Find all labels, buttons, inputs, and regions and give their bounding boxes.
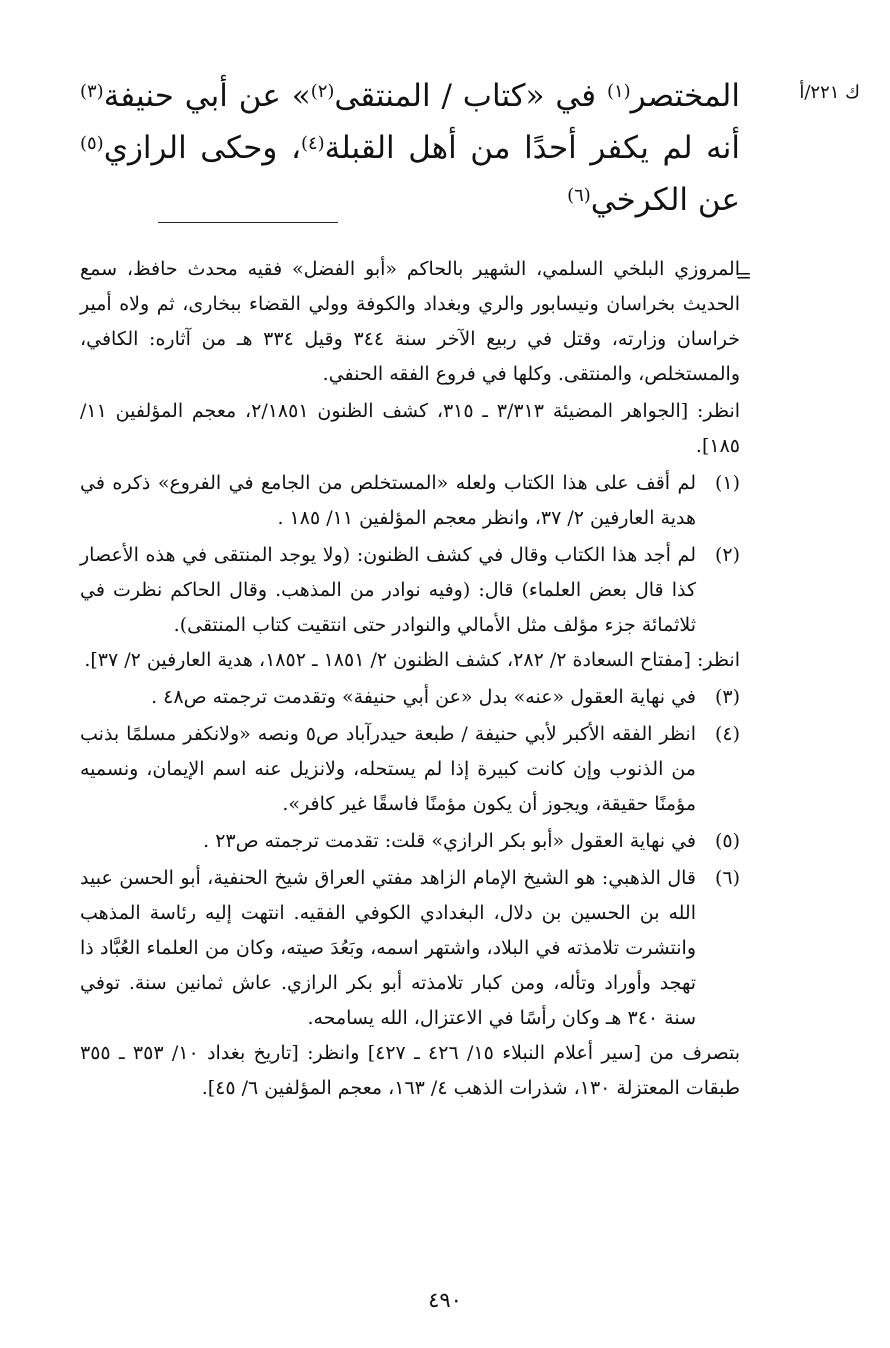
- footnote-number: (٤): [714, 723, 740, 745]
- continuation-mark: =: [735, 263, 752, 287]
- main-text-segment: » عن أبي حنيفة: [103, 78, 311, 114]
- footnote-text: لم أجد هذا الكتاب وقال في كشف الظنون: (ولا يوجد المنتقى في هذه الأعصار كذا قال بعض العلماء) قال: (وفيه نوادر من المذهب. وقال الحاكم نظرت في ثلاثمائة جزء مؤلف مثل الأمالي والنوادر حتى انتقيت كتاب المنتقى).: [80, 544, 696, 636]
- footnote-continuation-reference: انظر: [الجواهر المضيئة ٣/٣١٣ ـ ٣١٥، كشف الظنون ٢/١٨٥١، معجم المؤلفين ١١/ ١٨٥].: [80, 400, 741, 457]
- main-text-segment: ، وحكى الرازي: [103, 130, 301, 166]
- footnote-1: [80, 466, 740, 536]
- footnote-continuation-text: المروزي البلخي السلمي، الشهير بالحاكم «أبو الفضل» فقيه محدث حافظ، سمع الحديث بخراسان ونيسابور والري وبغداد والكوفة وولي القضاء ببخارى، ثم ولاه أمير خراسان وزارته، وقتل في ربيع الآخر سنة ٣٤٤ وقيل ٣٣٤ هـ من آثاره: الكافي، والمستخلص، والمنتقى. وكلها في فروع الفقه الحنفي.: [80, 258, 740, 385]
- manuscript-folio-reference: ك ٢٢١/أ: [799, 82, 860, 103]
- footnote-number: (١): [714, 472, 740, 494]
- footnotes-section: [80, 252, 740, 1108]
- main-text-segment: عن الكرخي: [590, 182, 740, 218]
- main-text-segment: أنه لم يكفر أحدًا من أهل القبلة: [324, 130, 740, 166]
- footnote-number: (٣): [714, 686, 740, 708]
- page-number: ٤٩٠: [428, 1288, 462, 1312]
- footnote-2: [80, 538, 740, 643]
- footnote-number: (٥): [714, 830, 740, 852]
- footnote-marker[interactable]: (٣): [80, 81, 104, 102]
- main-text-segment: المختصر: [630, 78, 740, 114]
- footnote-text: في نهاية العقول «عنه» بدل «عن أبي حنيفة» وتقدمت ترجمته ص٤٨ .: [151, 686, 696, 708]
- footnote-text: لم أقف على هذا الكتاب ولعله «المستخلص من الجامع في الفروع» ذكره في هدية العارفين ٢/ ٣٧، وانظر معجم المؤلفين ١١/ ١٨٥ .: [80, 472, 696, 529]
- footnote-5: [80, 824, 740, 859]
- footnote-marker[interactable]: (٦): [567, 185, 591, 206]
- footnote-number: (٦): [714, 867, 740, 889]
- footnote-3: [80, 680, 740, 715]
- footnote-6: [80, 861, 740, 1036]
- footnote-separator: [158, 222, 338, 223]
- footnote-marker[interactable]: (٤): [300, 133, 325, 154]
- footnote-marker[interactable]: (٢): [310, 81, 335, 102]
- footnote-number: (٢): [714, 544, 740, 566]
- footnote-marker[interactable]: (٥): [80, 133, 104, 154]
- main-text-segment: في «كتاب / المنتقى: [334, 78, 607, 114]
- main-text: [80, 70, 740, 226]
- footnote-4: [80, 717, 740, 822]
- footnote-marker[interactable]: (١): [606, 81, 631, 102]
- footnote-text: انظر الفقه الأكبر لأبي حنيفة / طبعة حيدرآباد ص٥ ونصه «ولانكفر مسلمًا بذنب من الذنوب وإن كانت كبيرة إذا لم يستحله، ولانزيل عنه اسم الإيمان، ونسميه مؤمنًا حقيقة، ويجوز أن يكون مؤمنًا فاسقًا غير كافر».: [80, 723, 696, 815]
- footnote-text: قال الذهبي: هو الشيخ الإمام الزاهد مفتي العراق شيخ الحنفية، أبو الحسن عبيد الله بن الحسين بن دلال، البغدادي الكوفي الفقيه. انتهت إليه رئاسة المذهب وانتشرت تلامذته في البلاد، واشتهر اسمه، وبَعُدَ صيته، وكان من العلماء العُبَّاد ذا تهجد وأوراد وتأله، ومن كبار تلامذته أبو بكر الرازي. عاش ثمانين سنة. توفي سنة ٣٤٠ هـ وكان رأسًا في الاعتزال، الله يسامحه.: [80, 867, 696, 1029]
- footnote-reference: بتصرف من [سير أعلام النبلاء ١٥/ ٤٢٦ ـ ٤٢٧] وانظر: [تاريخ بغداد ١٠/ ٣٥٣ ـ ٣٥٥ طبقات المعتزلة ١٣٠، شذرات الذهب ٤/ ١٦٣، معجم المؤلفين ٦/ ٤٥].: [80, 1042, 741, 1099]
- footnote-text: في نهاية العقول «أبو بكر الرازي» قلت: تقدمت ترجمته ص٢٣ .: [203, 830, 696, 852]
- footnote-reference: انظر: [مفتاح السعادة ٢/ ٢٨٢، كشف الظنون ٢/ ١٨٥١ ـ ١٨٥٢، هدية العارفين ٢/ ٣٧].: [84, 649, 740, 671]
